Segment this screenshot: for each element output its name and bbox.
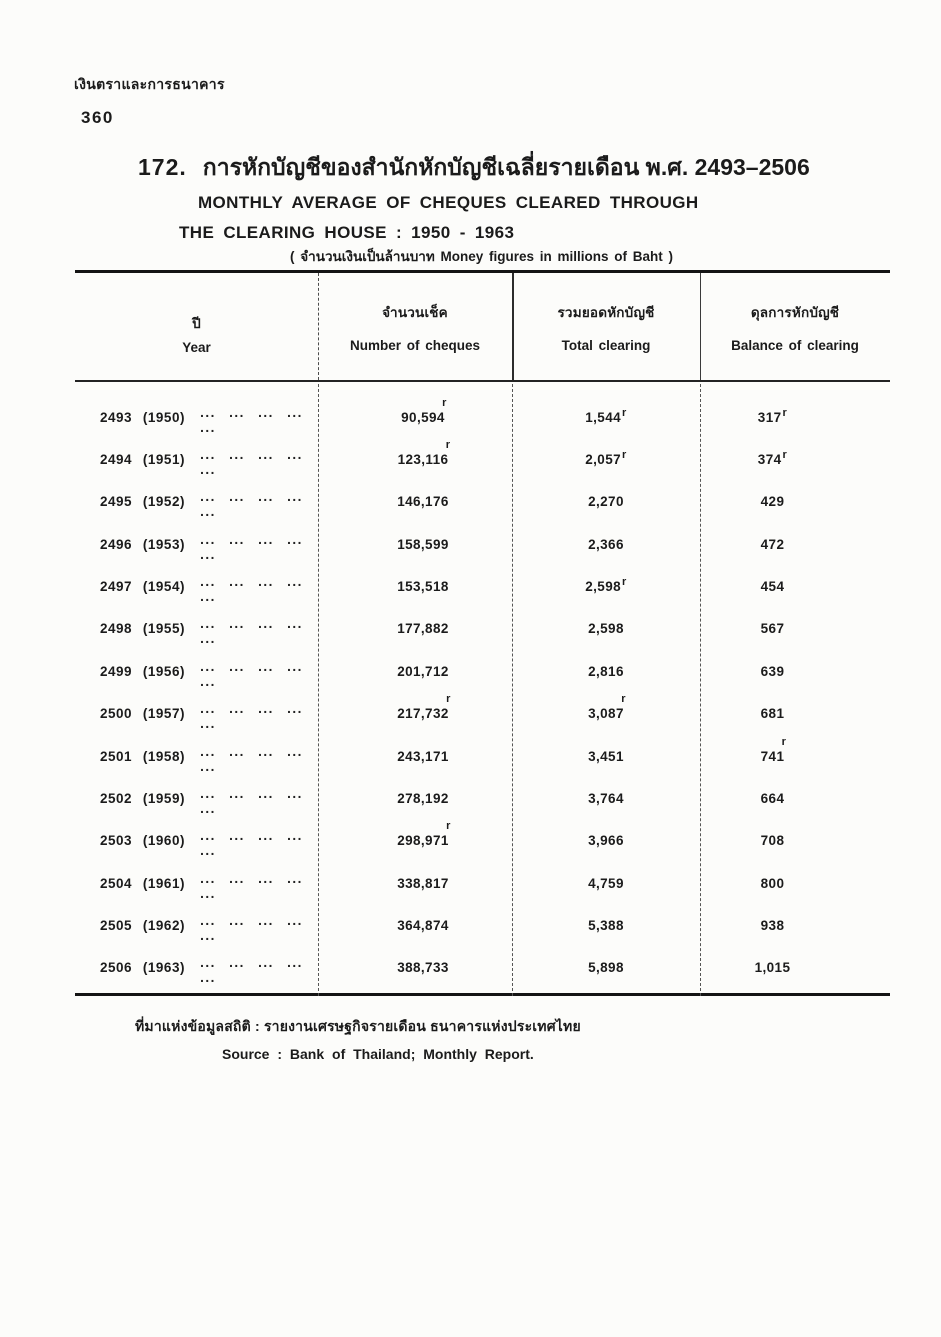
category-label: เงินตราและการธนาคาร xyxy=(74,76,225,92)
header-year-english: Year xyxy=(182,340,211,355)
dot-leaders: ... ... ... ... ... xyxy=(200,447,303,478)
balance-of-clearing-cell: 708 xyxy=(760,833,785,849)
year-gregorian: (1961) xyxy=(142,875,185,891)
year-gregorian: (1953) xyxy=(142,536,185,552)
year-cell xyxy=(75,781,318,816)
header-balance-english: Balance of clearing xyxy=(731,337,859,353)
table-row xyxy=(75,904,890,946)
total-clearing-cell: 2,270 xyxy=(588,494,624,510)
number-of-cheques-cell: 278,192 xyxy=(397,790,449,806)
table-row xyxy=(75,608,890,650)
total-clearing-cell: 3,087 r xyxy=(588,693,626,722)
year-gregorian: (1956) xyxy=(142,663,185,679)
header-number-of-cheques xyxy=(318,273,512,380)
total-clearing-cell: 2,057$^r$ xyxy=(585,449,627,468)
balance-of-clearing-cell: 800 xyxy=(760,875,785,891)
dot-leaders: ... ... ... ... ... xyxy=(200,870,303,901)
balance-of-clearing-cell: 472 xyxy=(760,536,785,552)
table-title-english-line1: MONTHLY AVERAGE OF CHEQUES CLEARED THROUGH xyxy=(198,193,699,212)
year-gregorian: (1955) xyxy=(142,621,185,637)
year-cell xyxy=(75,611,318,646)
table-row xyxy=(75,523,890,565)
number-of-cheques-cell: 364,874 xyxy=(397,917,449,933)
revision-mark: r xyxy=(442,396,447,409)
header-total-english: Total clearing xyxy=(561,337,651,353)
revision-mark: r xyxy=(621,693,626,706)
total-clearing-cell: 5,388 xyxy=(588,917,624,933)
table-row xyxy=(75,820,890,862)
revision-mark: r xyxy=(622,576,627,589)
table-title-english-line2: THE CLEARING HOUSE : 1950 - 1963 xyxy=(179,223,515,242)
balance-of-clearing-cell: 1,015 xyxy=(754,960,791,976)
year-buddhist: 2504 xyxy=(100,875,133,891)
balance-of-clearing-cell: 317$^r$ xyxy=(757,406,788,425)
total-clearing-cell: 4,759 xyxy=(588,875,624,891)
table-row xyxy=(75,693,890,735)
page-number: 360 xyxy=(81,108,114,127)
balance-of-clearing-cell: 429 xyxy=(760,494,785,510)
table-row xyxy=(75,438,890,480)
column-divider xyxy=(700,384,701,996)
number-of-cheques-cell: 298,971 r xyxy=(397,820,451,849)
dot-leaders: ... ... ... ... ... xyxy=(200,743,303,774)
table-row xyxy=(75,650,890,692)
dot-leaders: ... ... ... ... ... xyxy=(200,828,303,859)
column-divider xyxy=(700,273,701,380)
header-year xyxy=(75,273,318,380)
source-note-english: Source : Bank of Thailand; Monthly Report. xyxy=(222,1046,534,1062)
units-caption: ( จำนวนเงินเป็นล้านบาท Money figures in millions of Baht ) xyxy=(290,249,674,264)
total-clearing-cell: 2,598$^r$ xyxy=(585,576,627,595)
number-of-cheques-cell: 201,712 xyxy=(397,663,449,679)
year-cell xyxy=(75,696,318,731)
table-row xyxy=(75,565,890,607)
balance-of-clearing-cell: 374$^r$ xyxy=(757,449,788,468)
year-buddhist: 2501 xyxy=(100,748,133,764)
total-clearing-cell: 2,598 xyxy=(588,621,624,637)
header-year-thai: ปี xyxy=(192,316,201,331)
revision-mark: r xyxy=(622,406,627,419)
year-cell xyxy=(75,442,318,477)
year-buddhist: 2493 xyxy=(100,409,133,425)
year-cell xyxy=(75,569,318,604)
total-clearing-cell: 3,451 xyxy=(588,748,624,764)
header-balance-of-clearing xyxy=(700,273,890,380)
year-cell xyxy=(75,654,318,689)
year-gregorian: (1962) xyxy=(142,917,185,933)
header-cheques-english: Number of cheques xyxy=(349,337,481,353)
year-cell xyxy=(75,739,318,774)
header-total-thai: รวมยอดหักบัญชี xyxy=(557,304,655,320)
total-clearing-cell: 2,366 xyxy=(588,536,624,552)
dot-leaders: ... ... ... ... ... xyxy=(200,701,303,732)
table-title-thai xyxy=(138,150,810,186)
year-gregorian: (1960) xyxy=(142,833,185,849)
table-number: 172. xyxy=(138,154,187,180)
year-buddhist: 2496 xyxy=(100,536,133,552)
table-header xyxy=(75,270,890,382)
table-row xyxy=(75,735,890,777)
header-balance-thai: ดุลการหักบัญชี xyxy=(750,304,840,320)
source-note-thai: ที่มาแห่งข้อมูลสถิติ : รายงานเศรษฐกิจรายเดือน ธนาคารแห่งประเทศไทย xyxy=(135,1018,581,1034)
revision-mark: r xyxy=(782,449,788,462)
revision-mark: r xyxy=(781,735,787,748)
balance-of-clearing-cell: 454 xyxy=(760,579,785,595)
header-total-clearing xyxy=(512,273,700,380)
number-of-cheques-cell: 158,599 xyxy=(397,536,449,552)
year-buddhist: 2503 xyxy=(100,833,133,849)
revision-mark: r xyxy=(782,406,788,419)
year-cell xyxy=(75,908,318,943)
number-of-cheques-cell: 177,882 xyxy=(397,621,449,637)
dot-leaders: ... ... ... ... ... xyxy=(200,404,303,435)
year-buddhist: 2505 xyxy=(100,917,133,933)
table-title-thai-text: การหักบัญชีของสำนักหักบัญชีเฉลี่ยรายเดือน พ.ศ. 2493–2506 xyxy=(202,154,810,180)
year-cell xyxy=(75,484,318,519)
year-cell xyxy=(75,400,318,435)
dot-leaders: ... ... ... ... ... xyxy=(200,955,303,986)
dot-leaders: ... ... ... ... ... xyxy=(200,785,303,816)
year-gregorian: (1958) xyxy=(142,748,185,764)
table-row xyxy=(75,777,890,819)
total-clearing-cell: 3,966 xyxy=(588,833,624,849)
year-gregorian: (1951) xyxy=(142,452,185,468)
year-gregorian: (1950) xyxy=(142,409,185,425)
total-clearing-cell: 2,816 xyxy=(588,663,624,679)
year-cell xyxy=(75,823,318,858)
revision-mark: r xyxy=(446,820,451,833)
revision-mark: r xyxy=(446,693,451,706)
total-clearing-cell: 1,544$^r$ xyxy=(585,406,627,425)
number-of-cheques-cell: 123,116 r xyxy=(397,439,451,468)
header-cheques-thai: จำนวนเช็ค xyxy=(382,304,448,320)
year-buddhist: 2506 xyxy=(100,960,133,976)
number-of-cheques-cell: 338,817 xyxy=(397,875,449,891)
balance-of-clearing-cell: 938 xyxy=(760,917,785,933)
total-clearing-cell: 3,764 xyxy=(588,790,624,806)
year-cell xyxy=(75,527,318,562)
balance-of-clearing-cell: 639 xyxy=(760,663,785,679)
column-divider xyxy=(318,384,319,996)
number-of-cheques-cell: 217,732 r xyxy=(397,693,451,722)
year-gregorian: (1959) xyxy=(142,790,185,806)
number-of-cheques-cell: 243,171 xyxy=(397,748,449,764)
column-divider xyxy=(318,273,319,380)
table-row xyxy=(75,481,890,523)
year-gregorian: (1963) xyxy=(142,960,185,976)
year-buddhist: 2500 xyxy=(100,706,133,722)
table-row xyxy=(75,947,890,989)
dot-leaders: ... ... ... ... ... xyxy=(200,574,303,605)
number-of-cheques-cell: 388,733 xyxy=(397,960,449,976)
year-buddhist: 2499 xyxy=(100,663,133,679)
table-row xyxy=(75,396,890,438)
dot-leaders: ... ... ... ... ... xyxy=(200,912,303,943)
column-divider xyxy=(512,273,514,380)
total-clearing-cell: 5,898 xyxy=(588,960,624,976)
number-of-cheques-cell: 153,518 xyxy=(397,579,449,595)
year-gregorian: (1954) xyxy=(142,579,185,595)
number-of-cheques-cell: 90,594 r xyxy=(401,396,447,425)
year-buddhist: 2495 xyxy=(100,494,133,510)
table-body xyxy=(75,382,890,996)
dot-leaders: ... ... ... ... ... xyxy=(200,489,303,520)
dot-leaders: ... ... ... ... ... xyxy=(200,658,303,689)
balance-of-clearing-cell: 681 xyxy=(760,706,785,722)
dot-leaders: ... ... ... ... ... xyxy=(200,616,303,647)
table-row xyxy=(75,862,890,904)
dot-leaders: ... ... ... ... ... xyxy=(200,531,303,562)
clearing-table xyxy=(75,270,890,996)
column-divider xyxy=(512,384,513,996)
balance-of-clearing-cell: 741 r xyxy=(760,735,787,764)
year-cell xyxy=(75,950,318,985)
number-of-cheques-cell: 146,176 xyxy=(397,494,449,510)
year-gregorian: (1952) xyxy=(142,494,185,510)
year-buddhist: 2497 xyxy=(100,579,133,595)
revision-mark: r xyxy=(622,449,627,462)
year-buddhist: 2494 xyxy=(100,452,133,468)
revision-mark: r xyxy=(445,439,451,452)
year-buddhist: 2502 xyxy=(100,790,133,806)
balance-of-clearing-cell: 664 xyxy=(760,790,785,806)
balance-of-clearing-cell: 567 xyxy=(760,621,785,637)
year-buddhist: 2498 xyxy=(100,621,133,637)
year-gregorian: (1957) xyxy=(142,706,185,722)
year-cell xyxy=(75,866,318,901)
